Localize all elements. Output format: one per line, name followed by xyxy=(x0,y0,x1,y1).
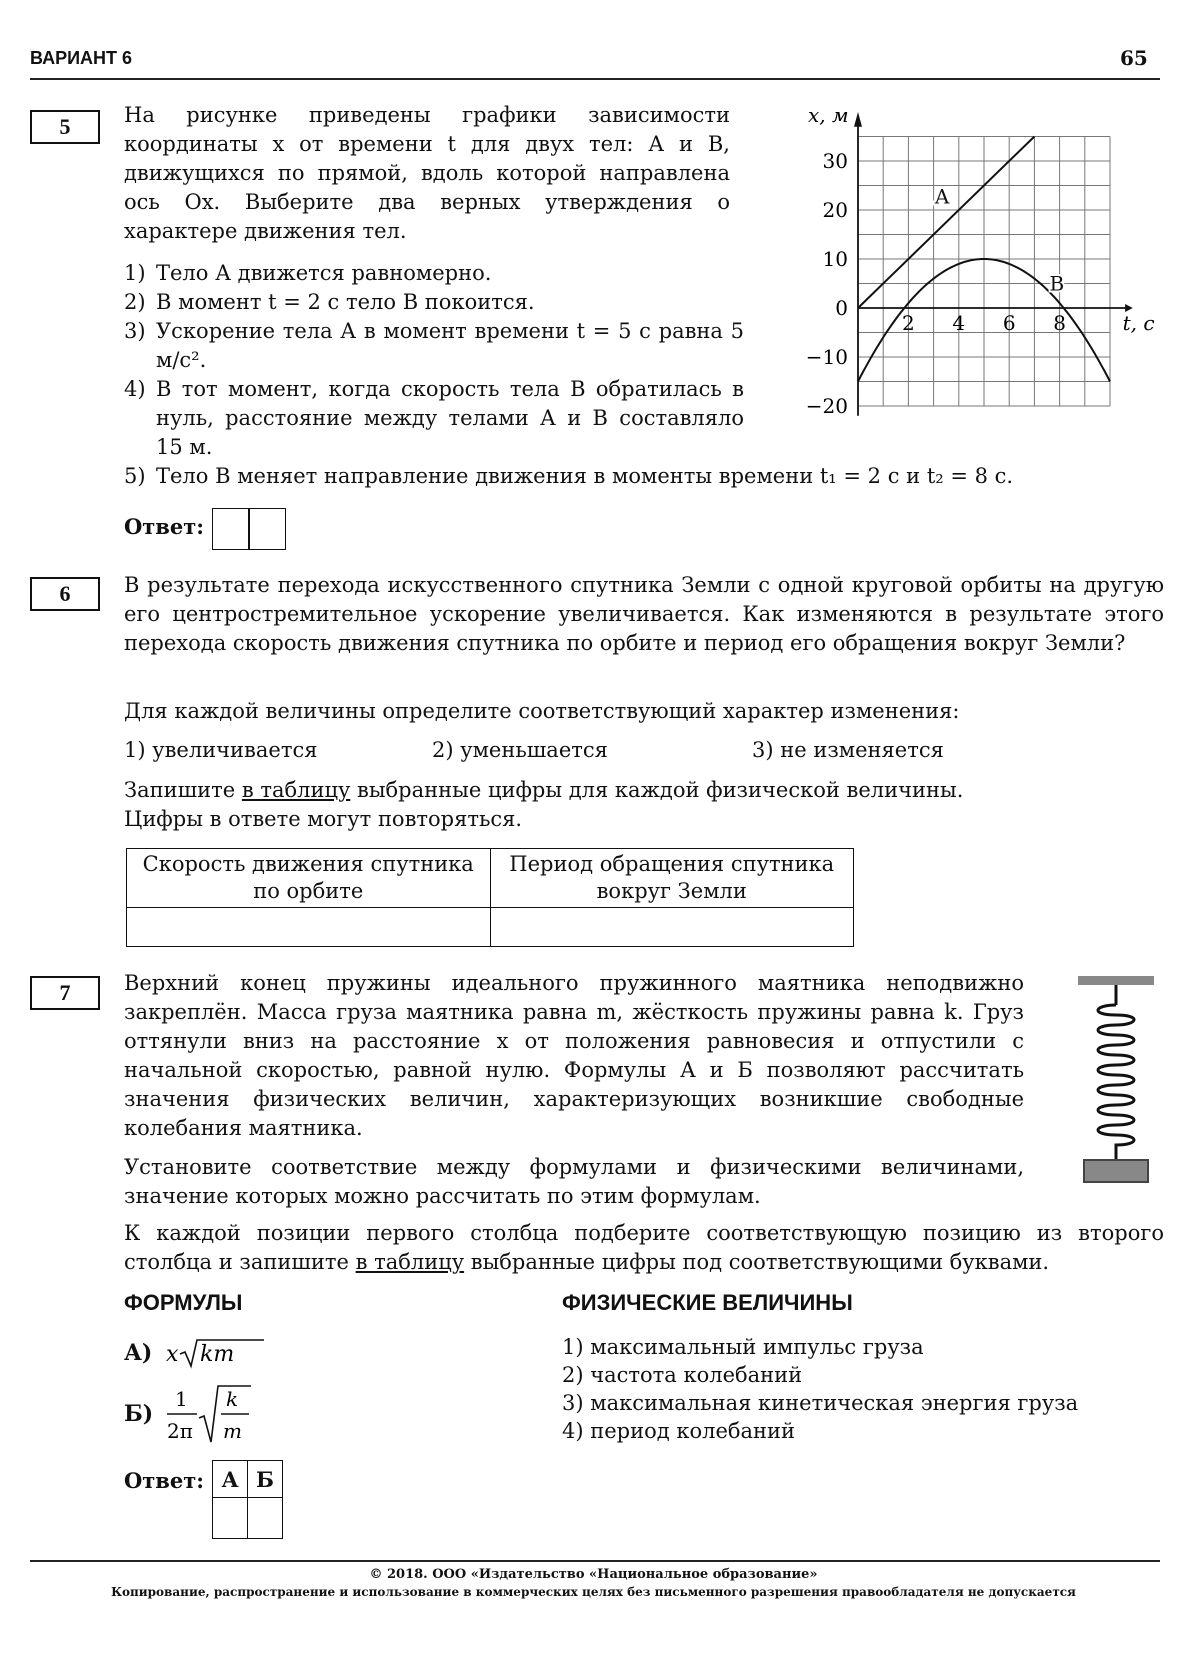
quantities-column-title: ФИЗИЧЕСКИЕ ВЕЛИЧИНЫ xyxy=(562,1290,853,1315)
spring-coils xyxy=(1098,1005,1134,1160)
q5-answer-cell-1[interactable] xyxy=(212,508,250,550)
question-7-number: 7 xyxy=(30,976,100,1010)
x-tick-label: 2 xyxy=(902,311,915,335)
formulas-column-title: ФОРМУЛЫ xyxy=(124,1290,243,1315)
y-tick-label: −10 xyxy=(805,345,848,369)
q7-answer-table xyxy=(212,1460,283,1539)
series-A xyxy=(858,137,1034,309)
spring-pendulum-illustration xyxy=(1076,970,1166,1200)
formula-b-label: Б) xyxy=(124,1401,154,1427)
x-t-chart xyxy=(790,98,1187,428)
y-tick-label: −20 xyxy=(805,394,848,418)
y-axis-label: x, м xyxy=(808,102,849,127)
q7-answer-cell-a[interactable] xyxy=(213,1498,248,1539)
q5-answer-label: Ответ: xyxy=(124,514,205,539)
text3-pre: К каждой позиции первого столбца подберите соответствующую позицию из второго столбца и запишите xyxy=(124,1221,1164,1274)
quantity-4: 4) период колебаний xyxy=(562,1419,796,1443)
q6-repeat-note: Цифры в ответе могут повторяться. xyxy=(124,807,523,831)
chart-axes xyxy=(854,112,1133,416)
q5-answer-cell-2[interactable] xyxy=(248,508,286,550)
svg-text:m: m xyxy=(223,1419,243,1443)
q6-table-header-period: Период обращения спутника вокруг Земли xyxy=(490,849,854,908)
header-rule xyxy=(30,78,1160,80)
option-text: Тело А движется равномерно. xyxy=(156,261,492,285)
q7-answer-header-a: А xyxy=(213,1461,248,1498)
option-number: 2) xyxy=(124,290,146,314)
q6-choice-2: 2) уменьшается xyxy=(432,738,608,762)
write-pre: Запишите xyxy=(124,778,242,802)
quantity-1: 1) максимальный импульс груза xyxy=(562,1335,924,1359)
q5-option-5 xyxy=(124,462,1164,491)
option-number: 1) xyxy=(124,261,146,285)
option-number: 5) xyxy=(124,464,146,488)
write-post: выбранные цифры для каждой физической величины. xyxy=(350,778,964,802)
q5-option-1 xyxy=(124,259,744,288)
q5-option-4 xyxy=(124,375,744,462)
q6-answer-cell-period[interactable] xyxy=(490,908,854,947)
question-7-text3 xyxy=(124,1219,1164,1277)
q7-answer-cell-b[interactable] xyxy=(248,1498,283,1539)
q6-write-instruction xyxy=(124,776,1164,805)
y-tick-label: 10 xyxy=(822,247,848,271)
quantity-3: 3) максимальная кинетическая энергия груза xyxy=(562,1391,1079,1415)
quantity-2: 2) частота колебаний xyxy=(562,1363,803,1387)
q6-table-header-speed: Скорость движения спутника по орбите xyxy=(127,849,491,908)
q5-option-3 xyxy=(124,317,744,375)
y-tick-label: 20 xyxy=(822,198,848,222)
option-text: Ускорение тела А в момент времени t = 5 с равна 5 м/с². xyxy=(156,319,744,372)
formula-a xyxy=(124,1336,274,1370)
x-axis-label: t, с xyxy=(1122,311,1155,335)
text3-link: в таблицу xyxy=(355,1250,465,1274)
q6-answer-table xyxy=(126,848,854,947)
question-6-number: 6 xyxy=(30,577,100,611)
variant-title: ВАРИАНТ 6 xyxy=(30,48,133,68)
footer-copyright: © 2018. ООО «Издательство «Национальное образование» xyxy=(369,1567,818,1582)
formula-b-expression xyxy=(163,1382,263,1446)
option-number: 4) xyxy=(124,377,146,401)
q7-answer-label: Ответ: xyxy=(124,1468,205,1493)
q6-choice-1: 1) увеличивается xyxy=(124,738,318,762)
svg-text:2π: 2π xyxy=(167,1419,194,1443)
formula-a-expression xyxy=(164,1336,274,1370)
question-5-text: На рисунке приведены графики зависимости координаты x от времени t для двух тел: А и В, движущихся по прямой, вдоль которой направлена ось Ox. Выберите два верных утверждения о характере движения тел. xyxy=(124,103,730,243)
q6-answer-cell-speed[interactable] xyxy=(127,908,491,947)
option-text: В момент t = 2 с тело В покоится. xyxy=(156,290,535,314)
x-tick-label: 8 xyxy=(1053,311,1066,335)
y-tick-label: 0 xyxy=(835,296,848,320)
footer-notice: Копирование, распространение и использование в коммерческих целях без письменного разрешения правообладателя не допускается xyxy=(111,1585,1076,1599)
y-tick-label: 30 xyxy=(822,149,848,173)
text3-post: выбранные цифры под соответствующими буквами. xyxy=(464,1250,1050,1274)
option-number: 3) xyxy=(124,319,146,343)
footer-rule xyxy=(30,1560,1160,1562)
series-label-B: B xyxy=(1049,271,1065,296)
formula-a-label: А) xyxy=(124,1340,153,1366)
option-text: В тот момент, когда скорость тела В обратилась в нуль, расстояние между телами А и В составляло 15 м. xyxy=(156,377,744,459)
spring-ceiling xyxy=(1078,976,1154,985)
svg-text:1: 1 xyxy=(175,1387,188,1411)
x-tick-label: 4 xyxy=(952,311,966,335)
question-5-number: 5 xyxy=(30,110,100,144)
svg-text:x: x xyxy=(166,1342,179,1367)
q6-choice-3: 3) не изменяется xyxy=(752,738,944,762)
question-7-text: Верхний конец пружины идеального пружинного маятника неподвижно закреплён. Масса груза маятника равна m, жёсткость пружины равна k. Груз оттянули вниз на расстояние x от положения равновесия и отпустили с начальной скоростью, равной нулю. Формулы А и Б позволяют рассчитать значения физических величин, характеризующих возникшие свободные колебания маятника. xyxy=(124,971,1024,1140)
question-7-text2: Установите соответствие между формулами и физическими величинами, значение которых можно рассчитать по этим формулам. xyxy=(124,1155,1024,1208)
q5-option-2 xyxy=(124,288,744,317)
svg-text:k: k xyxy=(226,1387,239,1411)
svg-text:km: km xyxy=(200,1342,235,1367)
formula-b xyxy=(124,1382,263,1446)
series-label-A: A xyxy=(934,184,950,209)
write-link: в таблицу xyxy=(241,778,351,802)
x-tick-label: 6 xyxy=(1002,311,1016,335)
q7-answer-header-b: Б xyxy=(248,1461,283,1498)
spring-weight xyxy=(1084,1160,1148,1182)
question-6-instruction: Для каждой величины определите соответствующий характер изменения: xyxy=(124,699,960,723)
page-number: 65 xyxy=(1120,46,1148,70)
y-axis-arrow xyxy=(854,112,862,127)
option-text: Тело В меняет направление движения в моменты времени t₁ = 2 с и t₂ = 8 с. xyxy=(156,464,1014,488)
question-6-text: В результате перехода искусственного спутника Земли с одной круговой орбиты на другую его центростремительное ускорение увеличивается. Как изменяются в результате этого перехода скорость движения спутника по орбите и период его обращения вокруг Земли? xyxy=(124,573,1164,655)
